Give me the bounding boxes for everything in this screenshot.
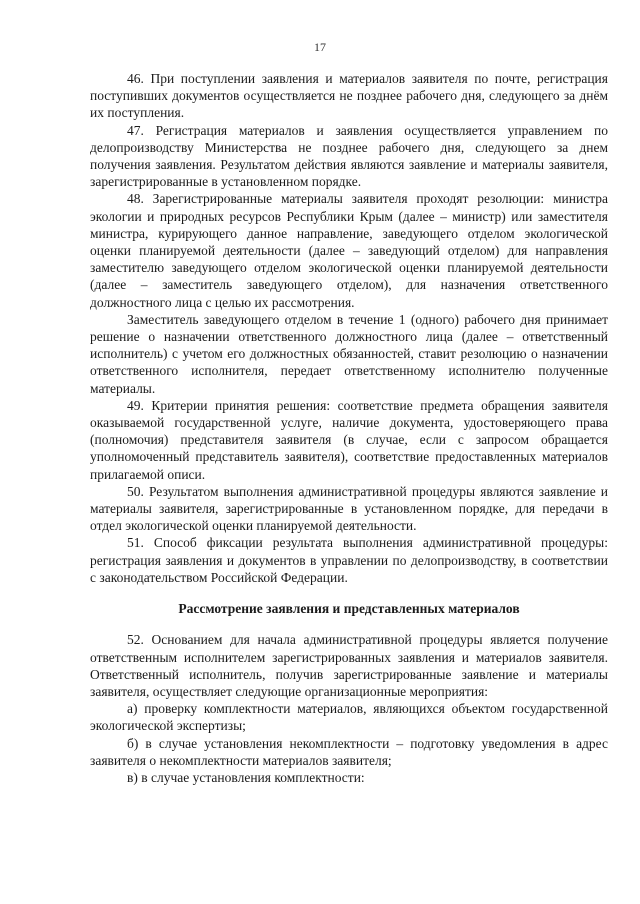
section-heading: Рассмотрение заявления и представленных материалов — [178, 601, 520, 617]
list-item-a: а) проверку комплектности материалов, являющихся объектом государственной экологической экспертизы; — [90, 701, 608, 734]
paragraph-51: 51. Способ фиксации результата выполнения административной процедуры: регистрация заявления и документов в управлении по делопроизводству, в соответствии с законодательством Российской Федерации. — [90, 535, 608, 585]
paragraph-50: 50. Результатом выполнения административной процедуры являются заявление и материалы заявителя, зарегистрированные в установленном порядке, для передачи в отдел экологической оценки планируемой деятельности. — [90, 483, 608, 534]
paragraph-46: 46. При поступлении заявления и материалов заявителя по почте, регистрация поступивших документов осуществляется не позднее рабочего дня, следующего за днём их поступления. — [90, 71, 608, 121]
document-body — [90, 70, 608, 786]
page-number: 17 — [314, 40, 326, 54]
paragraph-47: 47. Регистрация материалов и заявления осуществляется управлением по делопроизводству Министерства не позднее рабочего дня, следующего за днем получения заявления. Результатом действия являются заявление и материалы заявителя, зарегистрированные в установленном порядке. — [90, 122, 608, 190]
paragraph-52: 52. Основанием для начала административной процедуры является получение ответственным исполнителем зарегистрированных заявления и материалов заявителя. Ответственный исполнитель, получив зарегистрированные заявление и материалы заявителя, осуществляет следующие организационные мероприятия: — [90, 632, 608, 699]
paragraph-49: 49. Критерии принятия решения: соответствие предмета обращения заявителя оказываемой государственной услуге, наличие документа, удостоверяющего права (полномочия) представителя заявителя (в случае, если с запросом обращается уполномоченный представитель заявителя), соответствие предоставленных материалов прилагаемой описи. — [90, 397, 608, 482]
paragraph-48-continued: Заместитель заведующего отделом в течение 1 (одного) рабочего дня принимает решение о назначении ответственного должностного лица (далее – ответственный исполнитель) с учетом его должностных обязанностей, ставит резолюцию о назначении ответственного исполнителя, передает ответственному исполнителю полученные материалы. — [90, 311, 608, 396]
list-item-c: в) в случае установления комплектности: — [127, 769, 365, 785]
list-item-b: б) в случае установления некомплектности – подготовку уведомления в адрес заявителя о некомплектности материалов заявителя; — [90, 735, 608, 768]
paragraph-48: 48. Зарегистрированные материалы заявителя проходят резолюции: министра экологии и природных ресурсов Республики Крым (далее – министр) или заместителя министра, курирующего данное направление, заведующего отделом экологической оценки планируемой деятельности (далее – заведующий отделом) для направления заместителю заведующего отделом экологической оценки планируемой деятельности (далее – заместитель заведующего отделом), для назначения ответственного должностного лица с целью их рассмотрения. — [90, 191, 608, 310]
